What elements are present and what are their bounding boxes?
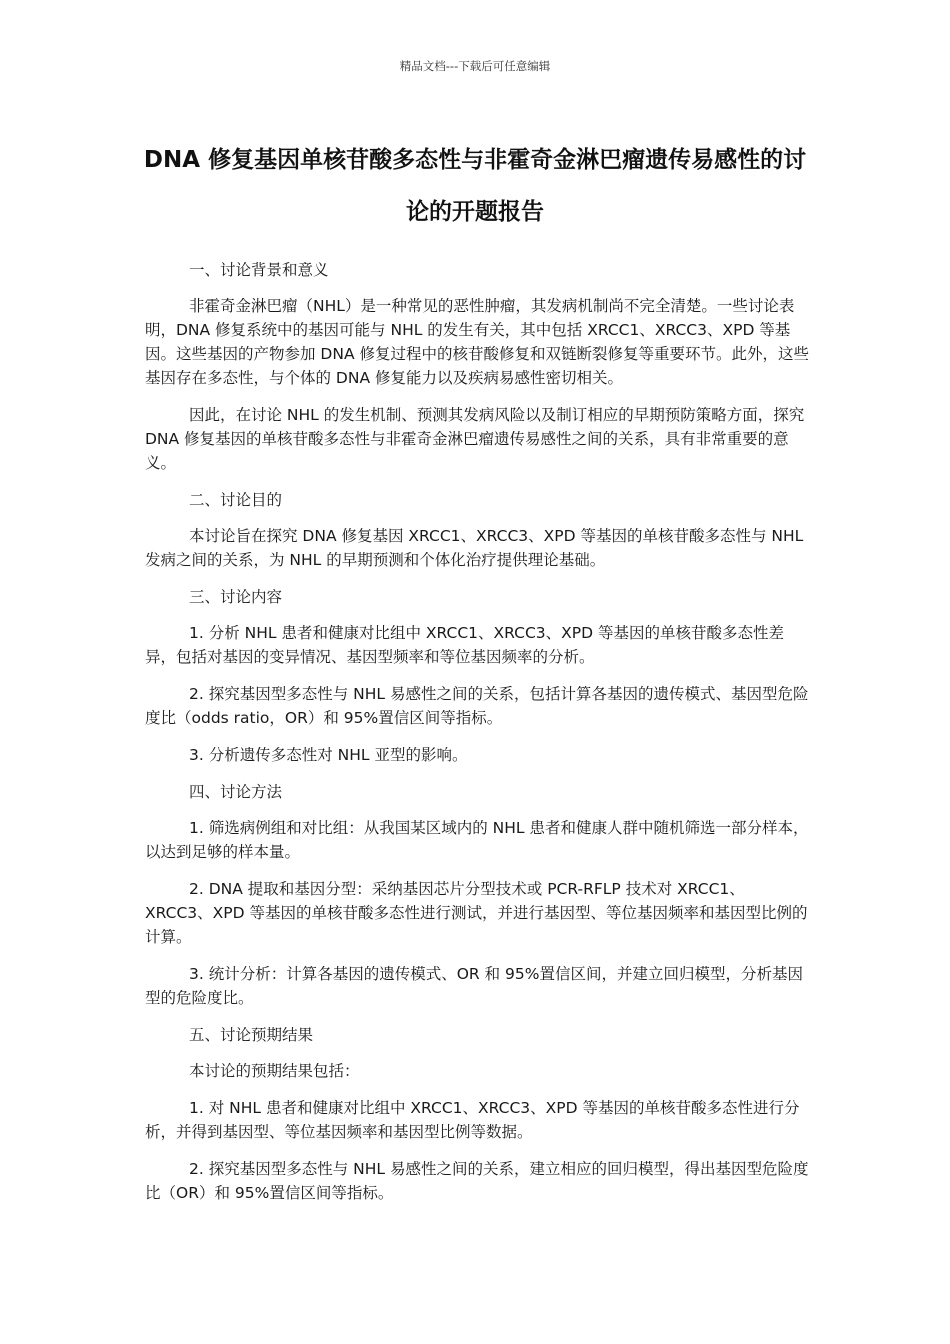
document-body bbox=[145, 258, 810, 1218]
paragraph: 1. 分析 NHL 患者和健康对比组中 XRCC1、XRCC3、XPD 等基因的单核苷酸多态性差异，包括对基因的变异情况、基因型频率和等位基因频率的分析。 bbox=[145, 624, 784, 666]
paragraph: 2. 探究基因型多态性与 NHL 易感性之间的关系，建立相应的回归模型，得出基因型危险度比（OR）和 95%置信区间等指标。 bbox=[145, 1160, 809, 1202]
paragraph: 3. 统计分析：计算各基因的遗传模式、OR 和 95%置信区间，并建立回归模型，分析基因型的危险度比。 bbox=[145, 965, 803, 1007]
paragraph: 2. DNA 提取和基因分型：采纳基因芯片分型技术或 PCR-RFLP 技术对 XRCC1、XRCC3、XPD 等基因的单核苷酸多态性进行测试，并进行基因型、等位基因频率和基因型比例的计算。 bbox=[145, 880, 808, 946]
paragraph: 1. 筛选病例组和对比组：从我国某区域内的 NHL 患者和健康人群中随机筛选一部分样本，以达到足够的样本量。 bbox=[145, 819, 809, 861]
paragraph: 本讨论的预期结果包括： bbox=[189, 1062, 360, 1080]
section-heading-background: 一、讨论背景和意义 bbox=[189, 261, 329, 279]
section-heading-methods: 四、讨论方法 bbox=[189, 783, 283, 801]
section-heading-content: 三、讨论内容 bbox=[189, 588, 283, 606]
paragraph: 1. 对 NHL 患者和健康对比组中 XRCC1、XRCC3、XPD 等基因的单核苷酸多态性进行分析，并得到基因型、等位基因频率和基因型比例等数据。 bbox=[145, 1099, 800, 1141]
page-header: 精品文档---下载后可任意编辑 bbox=[399, 59, 551, 73]
section-heading-purpose: 二、讨论目的 bbox=[189, 491, 283, 509]
paragraph: 3. 分析遗传多态性对 NHL 亚型的影响。 bbox=[189, 746, 468, 764]
section-heading-expected-results: 五、讨论预期结果 bbox=[189, 1026, 314, 1044]
paragraph: 本讨论旨在探究 DNA 修复基因 XRCC1、XRCC3、XPD 等基因的单核苷酸多态性与 NHL 发病之间的关系，为 NHL 的早期预测和个体化治疗提供理论基础。 bbox=[145, 527, 804, 569]
paragraph: 2. 探究基因型多态性与 NHL 易感性之间的关系，包括计算各基因的遗传模式、基因型危险度比（odds ratio，OR）和 95%置信区间等指标。 bbox=[145, 685, 809, 727]
paragraph: 因此，在讨论 NHL 的发生机制、预测其发病风险以及制订相应的早期预防策略方面，探究 DNA 修复基因的单核苷酸多态性与非霍奇金淋巴瘤遗传易感性之间的关系，具有非常重要的意义。 bbox=[145, 406, 805, 472]
paragraph: 非霍奇金淋巴瘤（NHL）是一种常见的恶性肿瘤，其发病机制尚不完全清楚。一些讨论表明，DNA 修复系统中的基因可能与 NHL 的发生有关，其中包括 XRCC1、XRCC3、XPD 等基因。这些基因的产物参加 DNA 修复过程中的核苷酸修复和双链断裂修复等重要环节。此外，这些基因存在多态性，与个体的 DNA 修复能力以及疾病易感性密切相关。 bbox=[145, 297, 809, 387]
document-title: DNA 修复基因单核苷酸多态性与非霍奇金淋巴瘤遗传易感性的讨论的开题报告 bbox=[143, 147, 807, 225]
